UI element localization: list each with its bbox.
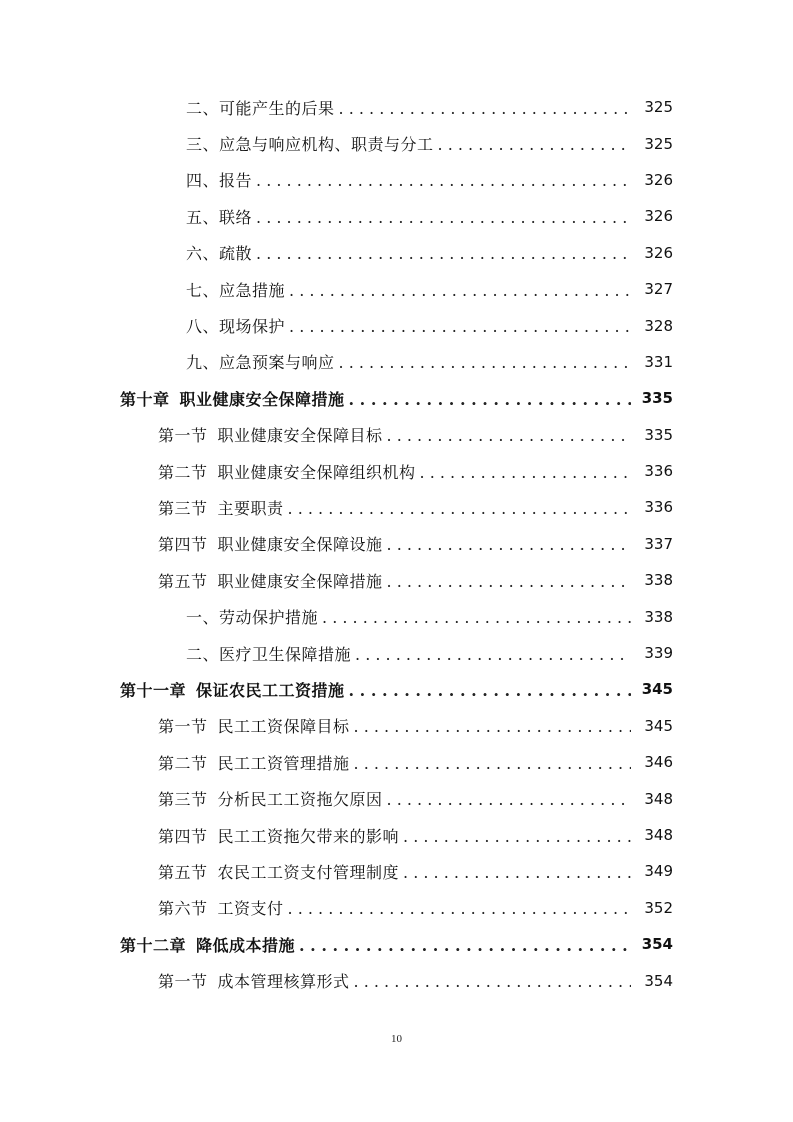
toc-entry-label: 二、医疗卫生保障措施 bbox=[186, 644, 352, 664]
toc-entry-page-number: 335 bbox=[644, 425, 673, 444]
toc-entry-title bbox=[158, 423, 383, 446]
toc-entry-item[interactable] bbox=[0, 635, 793, 671]
dot-leader bbox=[322, 608, 631, 627]
toc-entry-prefix: 第一节 bbox=[158, 972, 208, 992]
toc-entry-section[interactable] bbox=[0, 489, 793, 525]
toc-entry-section[interactable] bbox=[0, 780, 793, 816]
toc-entry-page-number: 336 bbox=[644, 498, 673, 517]
toc-entry-title bbox=[158, 969, 350, 992]
dot-leader bbox=[339, 99, 631, 118]
toc-entry-prefix: 第十二章 bbox=[120, 935, 187, 955]
dot-leader bbox=[387, 572, 631, 591]
toc-entry-label: 民工工资保障目标 bbox=[217, 717, 350, 737]
toc-entry-prefix: 第二节 bbox=[158, 462, 208, 482]
toc-entry-title bbox=[158, 787, 383, 810]
toc-entry-prefix: 第四节 bbox=[158, 826, 208, 846]
toc-entry-page-number: 331 bbox=[644, 352, 673, 371]
toc-entry-section[interactable] bbox=[0, 962, 793, 998]
toc-entry-title bbox=[120, 933, 295, 956]
dot-leader bbox=[256, 208, 631, 227]
toc-entry-title bbox=[158, 460, 416, 483]
toc-entry-page-number: 325 bbox=[644, 134, 673, 153]
toc-entry-title bbox=[186, 132, 434, 155]
toc-entry-page-number: 345 bbox=[644, 716, 673, 735]
toc-entry-page-number: 326 bbox=[644, 243, 673, 262]
toc-entry-label: 五、联络 bbox=[186, 207, 253, 227]
toc-entry-label: 四、报告 bbox=[186, 171, 253, 191]
toc-entry-item[interactable] bbox=[0, 598, 793, 634]
toc-entry-section[interactable] bbox=[0, 417, 793, 453]
toc-entry-title bbox=[186, 278, 285, 301]
toc-entry-title bbox=[186, 350, 335, 373]
dot-leader bbox=[387, 535, 631, 554]
toc-entry-label: 职业健康安全保障组织机构 bbox=[217, 462, 416, 482]
toc-entry-page-number: 352 bbox=[644, 898, 673, 917]
toc-entry-label: 保证农民工工资措施 bbox=[196, 680, 345, 700]
toc-entry-item[interactable] bbox=[0, 89, 793, 125]
toc-entry-title bbox=[120, 387, 345, 410]
dot-leader bbox=[288, 899, 631, 918]
toc-entry-label: 职业健康安全保障设施 bbox=[217, 535, 383, 555]
toc-entry-prefix: 第五节 bbox=[158, 571, 208, 591]
dot-leader bbox=[354, 717, 631, 736]
toc-entry-title bbox=[158, 896, 284, 919]
toc-entry-prefix: 第一节 bbox=[158, 426, 208, 446]
dot-leader bbox=[349, 681, 631, 700]
toc-entry-page-number: 349 bbox=[644, 862, 673, 881]
toc-entry-label: 农民工工资支付管理制度 bbox=[217, 862, 400, 882]
toc-entry-label: 分析民工工资拖欠原因 bbox=[217, 790, 383, 810]
toc-entry-title bbox=[158, 569, 383, 592]
toc-entry-chapter[interactable] bbox=[0, 671, 793, 707]
toc-entry-prefix: 第三节 bbox=[158, 498, 208, 518]
toc-entry-chapter[interactable] bbox=[0, 926, 793, 962]
toc-entry-page-number: 345 bbox=[641, 680, 673, 699]
dot-leader bbox=[355, 645, 631, 664]
toc-entry-prefix: 第四节 bbox=[158, 535, 208, 555]
toc-entry-item[interactable] bbox=[0, 344, 793, 380]
toc-entry-label: 八、现场保护 bbox=[186, 317, 286, 337]
toc-entry-section[interactable] bbox=[0, 744, 793, 780]
toc-entry-title bbox=[158, 532, 383, 555]
toc-entry-label: 民工工资管理措施 bbox=[217, 753, 350, 773]
toc-entry-page-number: 338 bbox=[644, 607, 673, 626]
toc-entry-prefix: 第一节 bbox=[158, 717, 208, 737]
toc-entry-section[interactable] bbox=[0, 453, 793, 489]
toc-entry-title bbox=[186, 642, 351, 665]
toc-entry-title bbox=[186, 205, 252, 228]
toc-entry-label: 主要职责 bbox=[217, 498, 284, 518]
toc-entry-label: 三、应急与响应机构、职责与分工 bbox=[186, 135, 434, 155]
dot-leader bbox=[256, 171, 631, 190]
table-of-contents bbox=[0, 89, 793, 999]
toc-entry-section[interactable] bbox=[0, 562, 793, 598]
toc-entry-title bbox=[158, 751, 350, 774]
toc-entry-chapter[interactable] bbox=[0, 380, 793, 416]
dot-leader bbox=[403, 827, 631, 846]
toc-entry-page-number: 348 bbox=[644, 789, 673, 808]
toc-entry-label: 职业健康安全保障目标 bbox=[217, 426, 383, 446]
toc-entry-section[interactable] bbox=[0, 890, 793, 926]
toc-entry-label: 工资支付 bbox=[217, 899, 284, 919]
toc-entry-prefix: 第十一章 bbox=[120, 680, 187, 700]
toc-entry-title bbox=[186, 314, 285, 337]
toc-entry-title bbox=[186, 605, 318, 628]
toc-entry-item[interactable] bbox=[0, 307, 793, 343]
dot-leader bbox=[420, 463, 631, 482]
toc-entry-label: 七、应急措施 bbox=[186, 280, 286, 300]
toc-entry-prefix: 第二节 bbox=[158, 753, 208, 773]
toc-entry-prefix: 第五节 bbox=[158, 862, 208, 882]
dot-leader bbox=[349, 390, 631, 409]
toc-entry-prefix: 第六节 bbox=[158, 899, 208, 919]
dot-leader bbox=[438, 135, 631, 154]
toc-entry-label: 成本管理核算形式 bbox=[217, 972, 350, 992]
toc-entry-page-number: 328 bbox=[644, 316, 673, 335]
toc-entry-page-number: 346 bbox=[644, 753, 673, 772]
toc-entry-title bbox=[158, 714, 350, 737]
toc-entry-page-number: 326 bbox=[644, 170, 673, 189]
toc-entry-title bbox=[186, 241, 252, 264]
toc-entry-page-number: 337 bbox=[644, 534, 673, 553]
dot-leader bbox=[354, 972, 631, 991]
toc-entry-page-number: 338 bbox=[644, 571, 673, 590]
toc-entry-page-number: 348 bbox=[644, 826, 673, 844]
toc-entry-label: 二、可能产生的后果 bbox=[186, 98, 335, 118]
dot-leader bbox=[256, 244, 631, 263]
toc-entry-label: 六、疏散 bbox=[186, 244, 253, 264]
dot-leader bbox=[289, 281, 631, 300]
dot-leader bbox=[387, 426, 631, 445]
dot-leader bbox=[289, 317, 631, 336]
toc-entry-label: 一、劳动保护措施 bbox=[186, 608, 319, 628]
page-number: 10 bbox=[391, 1033, 402, 1045]
toc-entry-item[interactable] bbox=[0, 125, 793, 161]
dot-leader bbox=[288, 499, 631, 518]
dot-leader bbox=[299, 936, 631, 955]
toc-entry-page-number: 354 bbox=[641, 935, 673, 954]
toc-entry-section[interactable] bbox=[0, 708, 793, 744]
toc-entry-title bbox=[120, 678, 345, 701]
toc-entry-label: 民工工资拖欠带来的影响 bbox=[217, 826, 400, 846]
dot-leader bbox=[387, 790, 631, 809]
toc-entry-label: 职业健康安全保障措施 bbox=[217, 571, 383, 591]
toc-entry-page-number: 336 bbox=[644, 462, 673, 481]
dot-leader bbox=[403, 863, 631, 882]
toc-entry-label: 降低成本措施 bbox=[196, 935, 296, 955]
toc-entry-page-number: 354 bbox=[644, 971, 673, 990]
toc-entry-title bbox=[186, 168, 252, 191]
toc-entry-page-number: 339 bbox=[644, 644, 673, 663]
toc-entry-page-number: 325 bbox=[644, 98, 673, 117]
toc-entry-title bbox=[158, 824, 399, 847]
toc-entry-section[interactable] bbox=[0, 526, 793, 562]
toc-entry-item[interactable] bbox=[0, 162, 793, 198]
toc-entry-label: 职业健康安全保障措施 bbox=[179, 389, 345, 409]
toc-entry-title bbox=[186, 96, 335, 119]
toc-entry-item[interactable] bbox=[0, 235, 793, 271]
toc-entry-item[interactable] bbox=[0, 271, 793, 307]
dot-leader bbox=[339, 353, 631, 372]
toc-entry-label: 九、应急预案与响应 bbox=[186, 353, 335, 373]
toc-entry-title bbox=[158, 496, 284, 519]
toc-entry-title bbox=[158, 860, 399, 883]
dot-leader bbox=[354, 754, 631, 773]
toc-entry-prefix: 第三节 bbox=[158, 790, 208, 810]
toc-entry-section[interactable] bbox=[0, 853, 793, 889]
toc-entry-page-number: 326 bbox=[644, 207, 673, 226]
toc-entry-page-number: 335 bbox=[641, 389, 673, 408]
toc-entry-page-number: 327 bbox=[644, 280, 673, 299]
toc-entry-section[interactable] bbox=[0, 817, 793, 853]
toc-entry-prefix: 第十章 bbox=[120, 389, 170, 409]
toc-entry-item[interactable] bbox=[0, 198, 793, 234]
